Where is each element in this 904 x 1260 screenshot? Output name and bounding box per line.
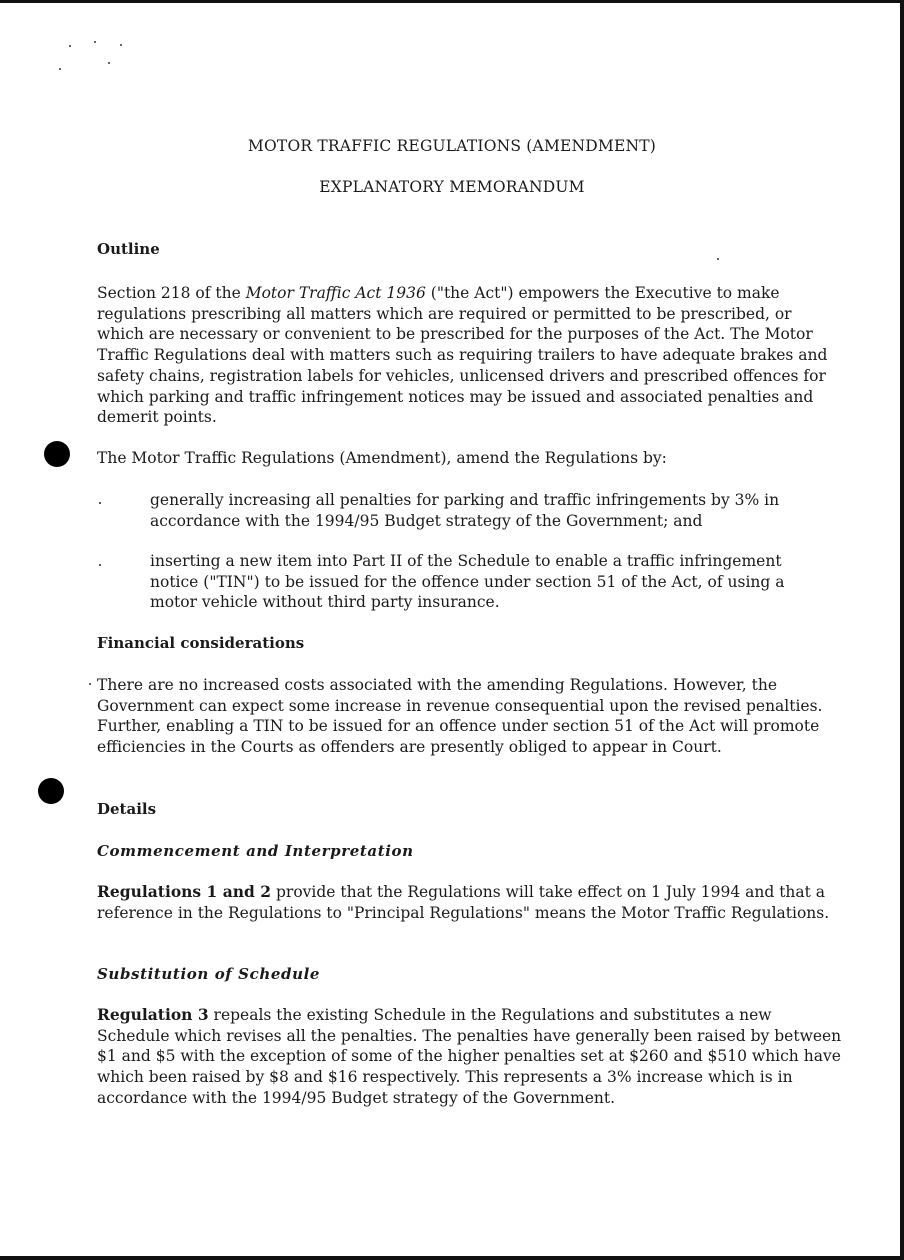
scan-edge-bottom bbox=[0, 1256, 904, 1260]
outline-p1-post: ("the Act") empowers the Executive to make regulations prescribing all matters which are required or permitted to be prescribed, or which are necessary or convenient to be prescribed for the purposes of the Act. The Motor Traffic Regulations deal with matters such as requiring trailers to have adequate brakes and safety chains, registration labels for vehicles, unlicensed drivers and prescribed offences for which parking and traffic infringement notices may be issued and associated penalties and demerit points. bbox=[97, 284, 828, 427]
scan-speck bbox=[94, 41, 96, 43]
details-heading: Details bbox=[97, 800, 157, 818]
document-subtitle: EXPLANATORY MEMORANDUM bbox=[319, 178, 585, 196]
scan-speck bbox=[89, 683, 91, 685]
scan-edge-top bbox=[0, 0, 904, 3]
bullet-marker bbox=[99, 564, 101, 566]
financial-paragraph: There are no increased costs associated with the amending Regulations. However, the Government can expect some increase in revenue consequential upon the revised penalties. Further, enabling a TIN to be issued for an offence under section 51 of the Act will promote efficiencies in the Courts as offenders are presently obliged to appear in Court. bbox=[97, 676, 823, 757]
regulations-1-2-text: provide that the Regulations will take effect on 1 July 1994 and that a reference in the Regulations to "Principal Regulations" means the Motor Traffic Regulations. bbox=[97, 883, 830, 922]
act-title: Motor Traffic Act 1936 bbox=[245, 284, 426, 302]
regulation-3-text: repeals the existing Schedule in the Regulations and substitutes a new Schedule which revises all the penalties. The penalties have generally been raised by between $1 and $5 with the exception of some of the higher penalties set at $260 and $510 which have which been raised by $8 and $16 respectively. This represents a 3% increase which is in accordance with the 1994/95 Budget strategy of the Government. bbox=[97, 1006, 842, 1107]
bullet-marker bbox=[99, 502, 101, 504]
outline-paragraph-2: The Motor Traffic Regulations (Amendment), amend the Regulations by: bbox=[97, 449, 667, 467]
regulation-3-label: Regulation 3 bbox=[97, 1005, 209, 1024]
amendment-bullet-1: generally increasing all penalties for parking and traffic infringements by 3% in accordance with the 1994/95 Budget strategy of the Government; and bbox=[150, 491, 780, 530]
regulation-3-paragraph bbox=[97, 1005, 842, 1109]
outline-paragraph-1 bbox=[97, 283, 842, 428]
punch-hole-bottom bbox=[38, 778, 64, 804]
commencement-subheading: Commencement and Interpretation bbox=[97, 842, 414, 860]
punch-hole-top bbox=[44, 441, 70, 467]
scan-speck bbox=[120, 44, 122, 46]
scan-speck bbox=[59, 68, 61, 70]
outline-heading: Outline bbox=[97, 240, 160, 258]
financial-heading: Financial considerations bbox=[97, 634, 305, 652]
regulations-1-2-paragraph bbox=[97, 882, 842, 923]
amendment-bullet-2: inserting a new item into Part II of the Schedule to enable a traffic infringement notice ("TIN") to be issued for the offence under section 51 of the Act, of using a motor vehicle without third party insurance. bbox=[150, 552, 785, 612]
scan-speck bbox=[717, 258, 719, 260]
scan-speck bbox=[69, 45, 71, 47]
outline-p1-pre: Section 218 of the bbox=[97, 284, 246, 302]
scan-speck bbox=[108, 62, 110, 64]
schedule-subheading: Substitution of Schedule bbox=[97, 965, 321, 983]
regulations-1-2-label: Regulations 1 and 2 bbox=[97, 882, 272, 901]
document-title: MOTOR TRAFFIC REGULATIONS (AMENDMENT) bbox=[247, 137, 657, 155]
